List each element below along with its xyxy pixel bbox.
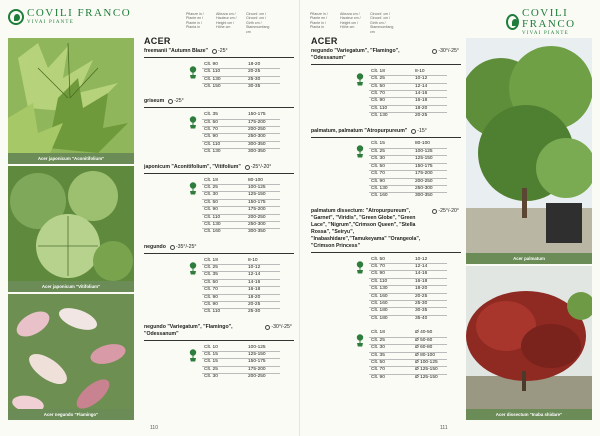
pot-size: Clt. 25: [204, 184, 218, 190]
pot-size: Clt. 50: [371, 359, 385, 365]
plant-size: 150-175: [248, 359, 266, 365]
table-row: [202, 359, 280, 366]
plant-size: 20-25: [248, 302, 261, 307]
table-row: [369, 76, 447, 83]
frost-icon: [432, 49, 437, 54]
pot-size: Clt. 180: [371, 315, 388, 321]
table-row: [369, 308, 447, 315]
table-row: [202, 84, 280, 90]
pot-size: Clt. 70: [204, 287, 218, 293]
genus-title: ACER: [144, 36, 171, 46]
genus-title: ACER: [311, 36, 338, 46]
potted-tree-icon: [188, 262, 198, 275]
pot-size: Clt. 15: [204, 359, 218, 365]
pot-size: Clt. 130: [204, 149, 221, 155]
pot-size: Clt. 10: [204, 344, 218, 350]
photo-aconitifolium: [8, 38, 134, 164]
table-row: [202, 77, 280, 84]
size-table: [369, 141, 447, 199]
table-row: [369, 171, 447, 178]
plant-size: 30-35: [248, 84, 261, 90]
pot-size: Clt. 30: [371, 156, 385, 162]
table-row: [369, 164, 447, 171]
pot-size: Clt. 90: [204, 294, 218, 300]
pot-size: Clt. 25: [371, 76, 385, 82]
section-heading: [311, 48, 459, 62]
pot-size: Clt. 35: [204, 272, 218, 278]
hardiness: [245, 164, 272, 171]
photo-flamingo: [8, 294, 134, 420]
price-section: [144, 244, 292, 316]
section-rule: [144, 173, 294, 174]
pot-size: Clt. 50: [204, 199, 218, 205]
pot-size: Clt. 30: [204, 374, 218, 380]
pot-size: Clt. 50: [204, 279, 218, 285]
hardiness: [168, 98, 184, 105]
table-row: [369, 367, 447, 374]
plant-size: 200-250: [415, 178, 433, 184]
pot-size: Clt. 50: [204, 119, 218, 125]
pot-size: Clt. 130: [371, 113, 388, 119]
brand-name: COVILI FRANCO: [27, 7, 132, 19]
plant-size: 20-25: [415, 293, 428, 299]
hardiness: [432, 208, 459, 215]
plant-size: 80-100: [415, 141, 430, 147]
section-heading: [144, 164, 292, 171]
plant-size: 35-40: [415, 315, 428, 321]
potted-tree-icon: [188, 182, 198, 195]
plant-size: 18-20: [248, 61, 261, 67]
hardiness: [265, 324, 292, 331]
plant-size: Ø 60-80: [415, 345, 433, 351]
section-heading: [144, 324, 292, 338]
size-table: [369, 69, 447, 120]
pot-size: Clt. 30: [371, 345, 385, 351]
plant-size: 10-12: [415, 256, 428, 262]
hardiness-value: -30°/-25°: [438, 48, 459, 54]
plant-size: 25-30: [415, 301, 428, 307]
pot-size: Clt. 110: [371, 105, 388, 111]
potted-tree-icon: [188, 349, 198, 362]
section-heading: [311, 208, 459, 250]
hardiness-value: -15°: [417, 127, 427, 134]
hardiness: [212, 48, 228, 55]
hardiness-value: -25°: [218, 48, 228, 54]
frost-icon: [170, 245, 175, 250]
pot-size: Clt. 35: [204, 112, 218, 118]
section-rule: [311, 252, 461, 253]
table-row: [369, 286, 447, 293]
pot-size: Clt. 18: [204, 257, 218, 263]
table-row: [202, 120, 280, 127]
hardiness: [432, 48, 459, 55]
hardiness: [411, 128, 427, 135]
table-row: [202, 287, 280, 294]
table-row: [202, 192, 280, 199]
pot-size: Clt. 90: [371, 271, 385, 277]
table-row: [202, 207, 280, 214]
plant-size: 20-25: [415, 113, 428, 119]
size-table: [202, 62, 280, 91]
table-row: [369, 338, 447, 345]
plant-size: 125-150: [248, 192, 266, 198]
hardiness: [170, 244, 197, 251]
potted-tree-icon: [355, 261, 365, 274]
pot-size: Clt. 35: [371, 352, 385, 358]
pot-size: Clt. 110: [204, 214, 221, 220]
photo-vitifolium: [8, 166, 134, 292]
maple-leaves-photo: [8, 166, 134, 292]
price-section: [311, 48, 459, 120]
legend-girth: Circonf. cm / Circonf. cm / Girth cm / Stammumfang cm: [370, 12, 394, 34]
brand-sub: VIVAI PIANTE: [27, 20, 74, 25]
table-row: [202, 149, 280, 155]
plant-size: 14-16: [415, 271, 428, 277]
pot-size: Clt. 90: [371, 374, 385, 380]
price-section: [144, 48, 292, 90]
plant-size: Ø 40-50: [415, 330, 433, 336]
legend-height: Altezza cm / Hauteur cm / Height cm / Höhe cm: [340, 12, 361, 30]
pot-size: Clt. 110: [371, 278, 388, 284]
potted-tree-icon: [188, 66, 198, 79]
plant-size: 8-10: [248, 257, 258, 263]
photo-caption: Acer palmatum: [466, 253, 592, 264]
plant-size: 175-200: [415, 171, 433, 177]
red-maple-photo: [466, 266, 592, 420]
pot-size: Clt. 130: [371, 286, 388, 292]
brand-name: COVILI FRANCO: [521, 7, 576, 30]
plant-size: 14-16: [248, 279, 261, 285]
table-row: [202, 229, 280, 235]
frost-icon: [265, 325, 270, 330]
pot-size: Clt. 30: [204, 192, 218, 198]
frost-icon: [411, 129, 416, 134]
potted-tree-icon: [355, 145, 365, 158]
pot-size: Clt. 110: [204, 69, 221, 75]
pot-size: Clt. 90: [371, 178, 385, 184]
section-title: negundo: [144, 243, 166, 250]
size-table: [202, 178, 280, 236]
table-row: [369, 193, 447, 199]
table-row: [369, 257, 447, 264]
plant-size: 12-14: [415, 83, 428, 89]
size-table: [369, 330, 447, 381]
hardiness-value: -30°/-25°: [271, 323, 292, 330]
photo-palmatum: [466, 38, 592, 264]
photo-caption: Acer japonicum "Vitifolium": [8, 281, 134, 292]
table-row: [369, 345, 447, 352]
right-page: [300, 0, 600, 436]
pot-size: Clt. 50: [371, 83, 385, 89]
plant-size: 200-250: [248, 374, 266, 380]
photo-caption: Acer japonicum "Aconitifolium": [8, 153, 134, 164]
plant-size: 300-350: [415, 193, 433, 199]
section-rule: [144, 340, 294, 341]
brand-logo: [8, 8, 131, 25]
pot-size: Clt. 50: [371, 163, 385, 169]
frost-icon: [168, 99, 173, 104]
table-row: [202, 345, 280, 352]
pot-size: Clt. 18: [371, 330, 385, 336]
legend-girth: Circonf. cm / Circonf. cm / Girth cm / Stammumfang cm: [246, 12, 270, 34]
size-table: [202, 258, 280, 316]
potted-tree-icon: [355, 73, 365, 86]
plant-size: 250-300: [248, 221, 266, 227]
table-row: [202, 272, 280, 279]
size-table: [369, 257, 447, 323]
plant-size: 10-12: [248, 264, 261, 270]
pot-size: Clt. 90: [204, 134, 218, 140]
brand-sub: VIVAI PIANTE: [521, 31, 569, 36]
table-row: [202, 215, 280, 222]
legend-pot: Pflanze in / Plante en / Piante in / Planta in: [186, 12, 204, 30]
section-heading: [144, 244, 292, 251]
table-row: [202, 309, 280, 315]
table-row: [202, 178, 280, 185]
table-row: [369, 271, 447, 278]
plant-size: 16-18: [415, 98, 428, 104]
plant-size: 150-175: [415, 163, 433, 169]
page-number: 110: [150, 425, 158, 431]
price-section: [144, 164, 292, 236]
size-table: [202, 345, 280, 381]
table-row: [369, 353, 447, 360]
pot-size: Clt. 180: [371, 308, 388, 314]
plant-size: 150-175: [248, 112, 266, 118]
table-row: [369, 113, 447, 119]
table-row: [369, 98, 447, 105]
table-row: [369, 375, 447, 381]
pot-size: Clt. 70: [371, 367, 385, 373]
pot-size: Clt. 160: [371, 193, 388, 199]
pot-size: Clt. 70: [371, 91, 385, 97]
plant-size: Ø 100-125: [415, 359, 438, 365]
plant-size: Ø 50-60: [415, 337, 433, 343]
plant-size: 175-200: [248, 119, 266, 125]
legend: [186, 12, 268, 34]
section-rule: [144, 57, 294, 58]
price-column: [144, 36, 292, 389]
plant-size: 100-125: [248, 344, 266, 350]
leaf-logo-icon: [8, 9, 24, 25]
table-row: [369, 84, 447, 91]
section-heading: [311, 128, 459, 135]
plant-size: 16-18: [415, 278, 428, 284]
pot-size: Clt. 70: [371, 264, 385, 270]
section-title: palmatum, palmatum "Atropurpureum": [311, 127, 408, 134]
pot-size: Clt. 90: [204, 61, 218, 67]
plant-size: 300-350: [248, 149, 266, 155]
pot-size: Clt. 90: [204, 207, 218, 213]
pot-size: Clt. 25: [371, 337, 385, 343]
pot-size: Clt. 90: [371, 98, 385, 104]
section-title: palmatum dissectum: "Atropurpureum", "Garnet", "Viridis", "Green Globe", "Green Lace", "Nigrum","Crimson Queen", "Stella Rossa", "Seiryu", "Inabashidare","Tamukeyama" "Orangeola", "Crimson Princess": [311, 207, 421, 249]
plant-size: 150-175: [248, 199, 266, 205]
plant-size: Ø 125-150: [415, 367, 438, 373]
table-row: [202, 112, 280, 119]
maple-leaves-photo: [8, 38, 134, 164]
pot-size: Clt. 18: [204, 177, 218, 183]
legend-height: Altezza cm / Hauteur cm / Height cm / Höhe cm: [216, 12, 237, 30]
section-heading: [144, 48, 292, 55]
pot-size: Clt. 130: [204, 76, 221, 82]
pot-size: Clt. 18: [371, 68, 385, 74]
plant-size: 100-125: [248, 184, 266, 190]
legend: [310, 12, 392, 34]
plant-size: 10-12: [415, 76, 428, 82]
pot-size: Clt. 130: [204, 221, 221, 227]
section-rule: [144, 107, 294, 108]
potted-tree-icon: [188, 116, 198, 129]
size-table: [202, 112, 280, 155]
palmatum-tree-photo: [466, 38, 592, 264]
section-title: negundo "Variegatum", "Flamingo", "Odessanum": [311, 48, 400, 62]
price-section: [144, 324, 292, 381]
brand-logo: [506, 8, 600, 36]
section-heading: [144, 98, 292, 105]
pot-size: Clt. 160: [371, 301, 388, 307]
table-row: [369, 141, 447, 148]
page-number: 111: [440, 425, 448, 431]
pot-size: Clt. 25: [204, 366, 218, 372]
plant-size: Ø 80-100: [415, 352, 436, 358]
plant-size: 25-30: [248, 76, 261, 82]
photo-caption: Acer negundo "Flamingo": [8, 409, 134, 420]
pot-size: Clt. 90: [204, 302, 218, 307]
plant-size: 18-20: [248, 294, 261, 300]
pot-size: Clt. 160: [204, 229, 221, 235]
plant-size: 25-30: [248, 309, 261, 315]
plant-size: 12-14: [248, 272, 261, 278]
table-row: [369, 316, 447, 322]
hardiness-value: -25°: [174, 98, 184, 105]
pot-size: Clt. 70: [204, 127, 218, 133]
plant-size: 12-14: [415, 264, 428, 270]
pot-size: Clt. 110: [204, 309, 221, 315]
hardiness-value: -25°/-20°: [250, 163, 272, 170]
plant-size: 300-350: [248, 141, 266, 147]
table-row: [369, 294, 447, 301]
table-row: [369, 156, 447, 163]
table-row: [202, 134, 280, 141]
price-section: [311, 208, 459, 323]
pot-size: Clt. 15: [371, 141, 385, 147]
plant-size: 80-100: [248, 177, 263, 183]
section-title: japonicum "Aconitifolium", "Vitifolium": [144, 163, 241, 170]
plant-size: 30-35: [415, 308, 428, 314]
pot-size: Clt. 110: [204, 141, 221, 147]
hardiness-value: -25°/-20°: [438, 207, 459, 214]
table-row: [202, 69, 280, 76]
plant-size: 175-200: [248, 366, 266, 372]
pot-size: Clt. 160: [371, 293, 388, 299]
price-column: [311, 36, 459, 389]
frost-icon: [212, 49, 217, 54]
pot-size: Clt. 50: [371, 256, 385, 262]
table-row: [202, 200, 280, 207]
section-rule: [144, 253, 294, 254]
potted-tree-icon: [355, 334, 365, 347]
photo-caption: Acer dissectum "Inaba shidare": [466, 409, 592, 420]
section-rule: [311, 137, 461, 138]
section-rule: [311, 64, 461, 65]
pot-size: Clt. 150: [204, 84, 221, 90]
plant-size: 18-20: [415, 105, 428, 111]
plant-size: 18-20: [415, 286, 428, 292]
price-section: [311, 128, 459, 200]
plant-size: 200-250: [248, 127, 266, 133]
table-row: [202, 374, 280, 380]
legend-pot: Pflanze in / Plante en / Piante in / Planta in: [310, 12, 328, 30]
plant-size: Ø 125-150: [415, 374, 438, 380]
leaf-logo-icon: [506, 14, 519, 30]
plant-size: 175-200: [248, 207, 266, 213]
section-title: freemanii "Autumn Blaze": [144, 48, 209, 54]
table-row: [369, 330, 447, 337]
section-title: negundo "Variegatum", "Flamingo", "Odessanum": [144, 323, 233, 337]
plant-size: 14-16: [415, 91, 428, 97]
pot-size: Clt. 70: [371, 171, 385, 177]
plant-size: 125-150: [248, 352, 266, 358]
frost-icon: [245, 165, 250, 170]
variegated-leaves-photo: [8, 294, 134, 420]
price-section: [311, 330, 459, 381]
price-section: [144, 98, 292, 155]
plant-size: 250-300: [415, 185, 433, 191]
plant-size: 8-10: [415, 68, 425, 74]
plant-size: 125-150: [415, 156, 433, 162]
plant-size: 300-350: [248, 229, 266, 235]
plant-size: 250-300: [248, 134, 266, 140]
pot-size: Clt. 130: [371, 185, 388, 191]
plant-size: 100-125: [415, 148, 433, 154]
photo-dissectum: [466, 266, 592, 420]
table-row: [202, 258, 280, 265]
plant-size: 16-18: [248, 287, 261, 293]
hardiness-value: -35°/-25°: [175, 243, 197, 250]
table-row: [202, 295, 280, 302]
table-row: [369, 179, 447, 186]
section-title: griseum: [144, 98, 165, 105]
frost-icon: [432, 209, 437, 214]
pot-size: Clt. 15: [204, 352, 218, 358]
plant-size: 200-250: [248, 214, 266, 220]
plant-size: 20-25: [248, 69, 261, 75]
pot-size: Clt. 25: [204, 264, 218, 270]
pot-size: Clt. 25: [371, 148, 385, 154]
